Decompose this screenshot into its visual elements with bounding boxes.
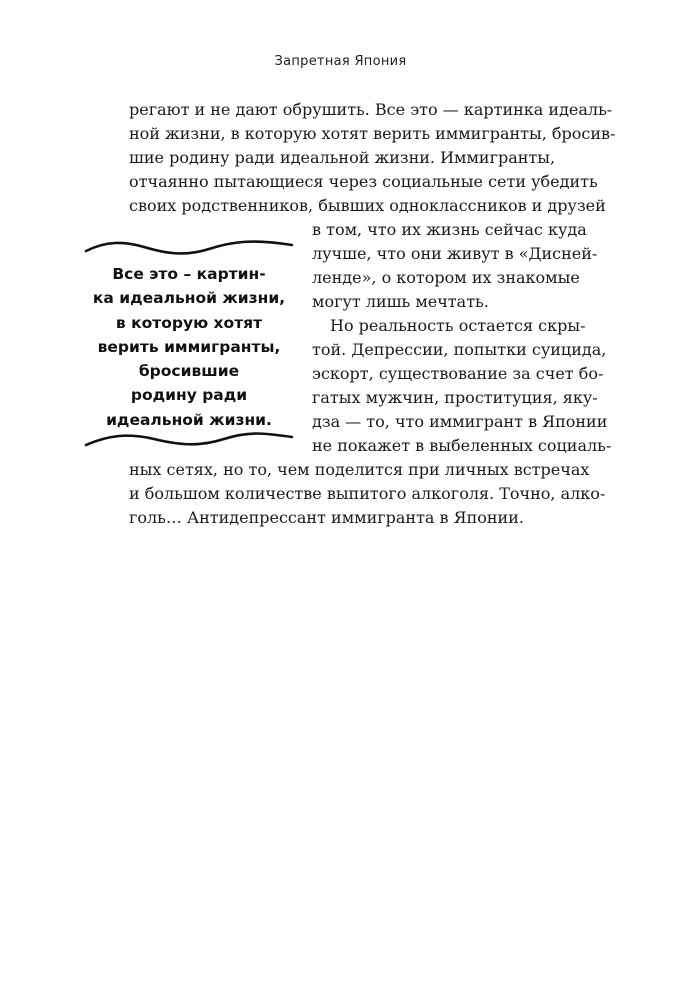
pull-quote-line-2: ка идеальной жизни, bbox=[92, 289, 286, 308]
body-line-5: своих родственников, бывших одноклассников и друзей bbox=[129, 196, 606, 215]
body-line-2: ной жизни, в которую хотят верить иммигранты, бросив- bbox=[129, 124, 616, 143]
wave-divider-top bbox=[84, 237, 294, 259]
wave-divider-bottom bbox=[84, 429, 294, 451]
body-line-15: не покажет в выбеленных социаль- bbox=[312, 436, 612, 455]
pull-quote-line-5: бросившие bbox=[138, 362, 240, 381]
body-line-6: в том, что их жизнь сейчас куда bbox=[312, 220, 587, 239]
pull-quote-line-4: верить иммигранты, bbox=[97, 337, 281, 356]
body-line-7: лучше, что они живут в «Дисней- bbox=[312, 244, 598, 263]
body-line-4: отчаянно пытающиеся через социальные сети убедить bbox=[129, 172, 598, 191]
body-line-9: могут лишь мечтать. bbox=[312, 292, 489, 311]
body-line-17: и большом количестве выпитого алкоголя. Точно, алко- bbox=[129, 484, 606, 503]
pull-quote-text bbox=[84, 262, 294, 432]
pull-quote bbox=[84, 237, 294, 451]
body-line-3: шие родину ради идеальной жизни. Иммигранты, bbox=[129, 148, 556, 167]
running-head: Запретная Япония bbox=[274, 54, 407, 69]
body-line-8: ленде», о котором их знакомые bbox=[312, 268, 580, 287]
body-line-14: дза — то, что иммигрант в Японии bbox=[312, 412, 608, 431]
body-line-16: ных сетях, но то, чем поделится при личных встречах bbox=[129, 460, 590, 479]
body-line-1: регают и не дают обрушить. Все это — картинка идеаль- bbox=[129, 100, 613, 119]
pull-quote-line-7: идеальной жизни. bbox=[106, 410, 272, 429]
pull-quote-line-1: Все это – картин- bbox=[112, 265, 266, 283]
body-line-18: голь… Антидепрессант иммигранта в Японии. bbox=[129, 508, 524, 527]
body-line-12: эскорт, существование за счет бо- bbox=[312, 364, 604, 383]
pull-quote-line-3: в которую хотят bbox=[115, 313, 263, 332]
body-line-11: той. Депрессии, попытки суицида, bbox=[312, 340, 607, 359]
body-line-13: гатых мужчин, проституция, яку- bbox=[312, 388, 598, 407]
body-line-10: Но реальность остается скры- bbox=[330, 316, 586, 335]
pull-quote-line-6: родину ради bbox=[130, 386, 248, 405]
